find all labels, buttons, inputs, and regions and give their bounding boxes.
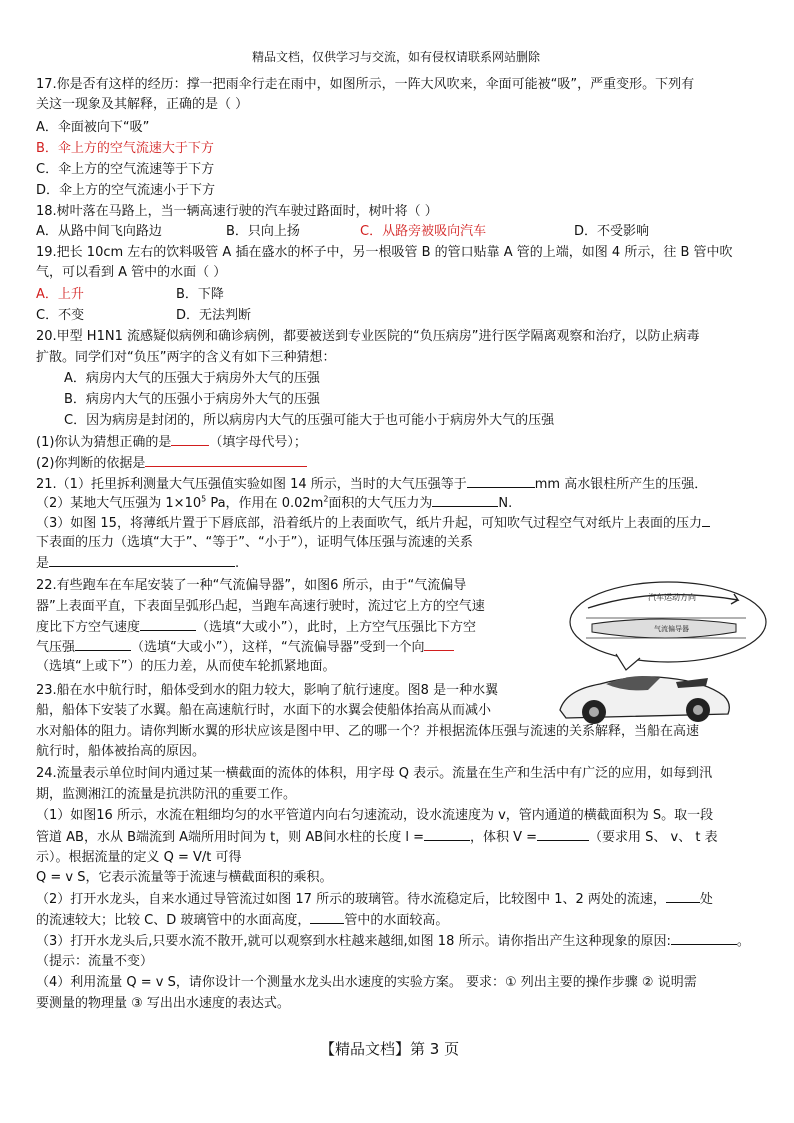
q19-stem-line2: 气，可以看到 A 管中的水面（ ） (36, 265, 227, 280)
q24-line4 (36, 828, 718, 846)
q21-area-exponent: 2 (323, 494, 329, 504)
q23-line1: 23.船在水中航行时，船体受到水的阻力较大，影响了航行速度。图8 是一种水翼 (36, 683, 499, 698)
q21-part3-relation-blank[interactable] (49, 554, 235, 567)
q24-line1: 24.流量表示单位时间内通过某一横截面的流体的体积，用字母 Q 表示。流量在生产和生活中有广泛的应用，如每到汛 (36, 766, 713, 781)
q20-part1 (36, 433, 307, 451)
q24-line2: 期，监测湘江的流量是抗洪防汛的重要工作。 (36, 787, 297, 802)
q21-line5 (36, 554, 239, 572)
q20-guess-c: C．因为病房是封闭的，所以病房内大气的压强可能大于也可能小于病房外大气的压强 (64, 413, 555, 428)
q20-stem-line2: 扩散。同学们对“负压”两字的含义有如下三种猜想： (36, 350, 336, 365)
page-footer (320, 1041, 459, 1058)
q21-part2-unit: N. (498, 496, 513, 511)
q22-line1: 22.有些跑车在车尾安装了一种“气流偏导器”，如图6 所示，由于“气流偏导 (36, 578, 467, 593)
q22-part1-suffix: （选填“大或小”），此时，上方空气压强比下方空 (196, 620, 476, 635)
q18-option-c-answer: C．从路旁被吸向汽车 (360, 224, 487, 239)
q24-line5: 示）。根据流量的定义 Q = V/t 可得 (36, 850, 242, 865)
q17-option-b-answer: B．伞上方的空气流速大于下方 (36, 141, 214, 156)
q19-option-b: B．下降 (176, 287, 224, 302)
q21-part2-blank[interactable] (432, 494, 498, 507)
q20-part2 (36, 454, 307, 472)
q24-part2-text: （2）打开水龙头，自来水通过导管流过如图 17 所示的玻璃管。待水流稳定后，比较图中 1、2 两处的流速， (36, 892, 666, 907)
q24-blank-tube[interactable] (310, 911, 344, 924)
q21-part2-mid2: 面积的大气压力为 (328, 496, 433, 511)
q24-part2b-suffix: 管中的水面较高。 (344, 913, 449, 928)
q24-line9 (36, 932, 750, 950)
q18-option-b: B．只向上扬 (226, 224, 300, 239)
q19-stem-line1: 19.把长 10cm 左右的饮料吸管 A 插在盛水的杯子中，另一根吸管 B 的管口贴靠 A 管的上端，如图 4 所示，往 B 管中吹 (36, 245, 733, 260)
q24-part1-mid: ，体积 V = (469, 830, 538, 845)
q21-part2-mid: Pa，作用在 0.02m (206, 496, 324, 511)
q17-stem-line1: 17.你是否有这样的经历：撑一把雨伞行走在雨中，如图所示，一阵大风吹来，伞面可能被“吸”，严重变形。下列有 (36, 77, 695, 92)
q21-line1 (36, 475, 707, 493)
page-header: 精品文档，仅供学习与交流，如有侵权请联系网站删除 (252, 50, 541, 64)
q24-part1-suffix: （要求用 S、 v、 t 表 (589, 830, 718, 845)
q19-option-d: D．无法判断 (176, 308, 252, 323)
q22-blank-pressure[interactable] (75, 638, 131, 651)
q23-line2: 船，船体下安装了水翼。船在高速航行时，水面下的水翼会使船体抬高从而减小 (36, 703, 492, 718)
q22-line4 (36, 638, 454, 656)
q21-part2-text: （2）某地大气压强为 1×10 (36, 496, 202, 511)
q22-part1-text: 度比下方空气速度 (36, 620, 141, 635)
q17-option-d: D．伞上方的空气流速小于下方 (36, 183, 216, 198)
spoiler-car-figure (556, 578, 768, 732)
q24-line11: （4）利用流量 Q = v S，请你设计一个测量水龙头出水速度的实验方案。 要求：① 列出主要的操作步骤 ② 说明需 (36, 975, 697, 990)
q24-part2b-text: 的流速较大；比较 C、D 玻璃管中的水面高度， (36, 913, 311, 928)
q19-option-a-answer: A．上升 (36, 287, 84, 302)
q20-part2-blank[interactable] (145, 454, 307, 467)
q21-part3-prefix: 是 (36, 556, 50, 571)
page-number: 第 3 页 (410, 1040, 460, 1058)
q20-part2-text: (2)你判断的依据是 (36, 456, 146, 471)
q24-part3-end: 。 (736, 934, 750, 949)
q23-line3: 水对船体的阻力。请你判断水翼的形状应该是图中甲、乙的哪一个？并根据流体压强与流速的关系解释，当船在高速 (36, 724, 700, 739)
q20-part1-text: (1)你认为猜想正确的是 (36, 435, 172, 450)
q21-line3 (36, 514, 710, 532)
q24-part3-text: （3）打开水龙头后,只要水流不散开,就可以观察到水柱越来越细,如图 18 所示。请你指出产生这种现象的原因: (36, 934, 671, 949)
q23-line4: 航行时，船体被抬高的原因。 (36, 744, 206, 759)
q21-part3-text: （3）如图 15，将薄纸片置于下唇底部，沿着纸片的上表面吹气，纸片升起，可知吹气过程空气对纸片上表面的压力 (36, 516, 702, 531)
q20-part1-suffix: （填字母代号）； (209, 435, 307, 450)
q22-line5: （选填“上或下”）的压力差，从而使车轮抓紧地面。 (36, 659, 336, 674)
spoiler-label: 气流偏导器 (654, 625, 689, 633)
q22-part2-suffix: （选填“大或小”），这样，“气流偏导器”受到一个向 (131, 640, 425, 655)
q24-line6: Q = v S，它表示流量等于流速与横截面积的乘积。 (36, 870, 333, 885)
q24-blank-reason[interactable] (671, 932, 737, 945)
q22-line3 (36, 618, 476, 636)
q21-part1-suffix: mm 高水银柱所产生的压强． (534, 477, 708, 492)
motion-direction-label: 汽车运动方向 (648, 593, 696, 602)
q20-stem-line1: 20.甲型 H1N1 流感疑似病例和确诊病例，都要被送到专业医院的“负压病房”进行医学隔离观察和治疗，以防止病毒 (36, 329, 700, 344)
q21-part3-end: . (235, 556, 240, 571)
q21-line4: 下表面的压力（选填“大于”、“等于”、“小于”），证明气体压强与流速的关系 (36, 535, 473, 550)
footer-tag: 【精品文档】 (320, 1040, 411, 1058)
q17-stem-line2: 关这一现象及其解释，正确的是（ ） (36, 97, 249, 112)
q21-line2 (36, 494, 512, 512)
q21-part3-blank[interactable] (702, 514, 710, 527)
q22-line2: 器”上表面平直，下表面呈弧形凸起，当跑车高速行驶时，流过它上方的空气速 (36, 599, 485, 614)
q24-blank-volume[interactable] (537, 828, 589, 841)
q21-part1-text: 21.（1）托里拆利测量大气压强值实验如图 14 所示，当时的大气压强等于 (36, 477, 467, 492)
q24-line10: （提示：流量不变） (36, 954, 154, 969)
q24-line3: （1）如图16 所示，水流在粗细均匀的水平管道内向右匀速流动，设水流速度为 v，管内通道的横截面积为 S。取一段 (36, 808, 714, 823)
q24-part2-suffix: 处 (699, 892, 713, 907)
q18-stem: 18.树叶落在马路上，当一辆高速行驶的汽车驶过路面时，树叶将（ ） (36, 204, 438, 219)
q24-part1-text: 管道 AB，水从 B端流到 A端所用时间为 t，则 AB间水柱的长度 l = (36, 830, 424, 845)
q17-option-a: A．伞面被向下“吸” (36, 120, 150, 135)
q22-part2-text: 气压强 (36, 640, 76, 655)
q24-line7 (36, 890, 713, 908)
q17-option-c: C．伞上方的空气流速等于下方 (36, 162, 215, 177)
q18-option-d: D．不受影响 (574, 224, 650, 239)
q24-line12: 要测量的物理量 ③ 写出出水速度的表达式。 (36, 996, 290, 1011)
q24-blank-position[interactable] (666, 890, 700, 903)
q20-guess-a: A．病房内大气的压强大于病房外大气的压强 (64, 371, 320, 386)
q18-option-a: A．从路中间飞向路边 (36, 224, 162, 239)
q19-option-c: C．不变 (36, 308, 85, 323)
q24-blank-length[interactable] (424, 828, 470, 841)
q24-line8 (36, 911, 448, 929)
q20-guess-b: B．病房内大气的压强小于病房外大气的压强 (64, 392, 320, 407)
q21-part1-blank[interactable] (467, 475, 535, 488)
q21-exponent: 5 (201, 494, 207, 504)
q22-blank-direction[interactable] (424, 638, 454, 651)
q20-part1-blank[interactable] (171, 433, 209, 446)
q22-blank-speed[interactable] (140, 618, 196, 631)
